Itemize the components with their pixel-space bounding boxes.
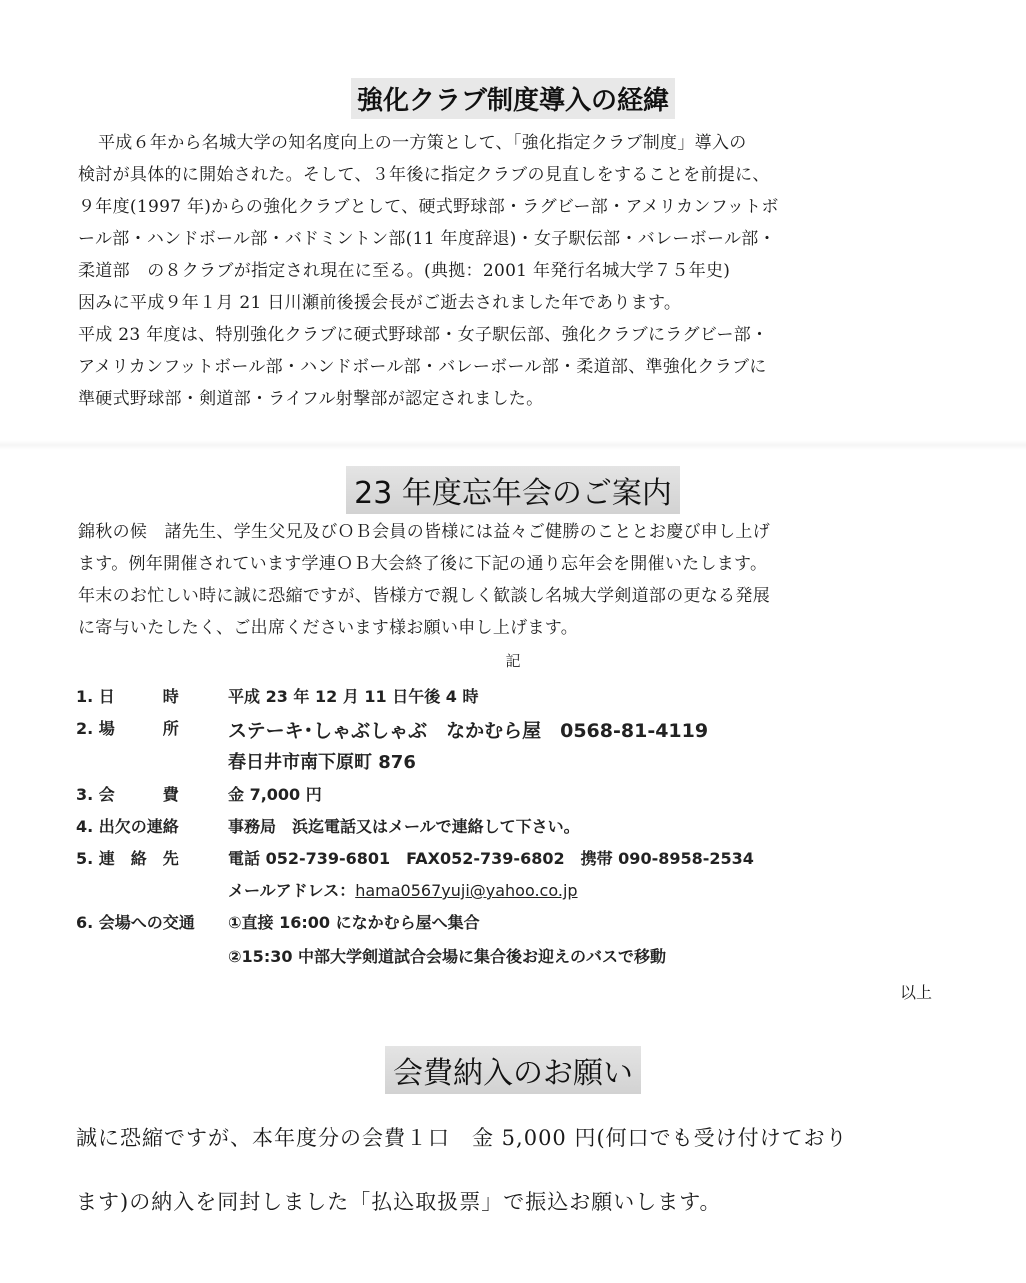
section-divider xyxy=(0,440,1026,450)
section2-body xyxy=(78,516,978,644)
section1-line: 平成６年から名城大学の知名度向上の一方策として、「強化指定クラブ制度」導入の xyxy=(98,133,747,153)
transport-option-2: ②15:30 中部大学剣道試合会場に集合後お迎えのバスで移動 xyxy=(228,947,667,966)
email-link[interactable]: hama0567yuji@yahoo.co.jp xyxy=(355,881,578,900)
place-address: 春日井市南下原町 876 xyxy=(228,752,416,773)
contact-value: 電話 052-739-6801 FAX052-739-6802 携帯 090-8958-2534 xyxy=(228,849,754,868)
date-label: 1. 日 時 xyxy=(76,687,179,706)
section2-line: に寄与いたしたく、ご出席くださいます様お願い申し上げます。 xyxy=(78,618,578,638)
section1-line: 因みに平成９年１月 21 日川瀬前後援会長がご逝去されました年であります。 xyxy=(78,293,682,313)
section2-line: 錦秋の候 諸先生、学生父兄及びＯＢ会員の皆様には益々ご健勝のこととお慶び申し上げ xyxy=(78,522,770,542)
section3-title: 会費納入のお願い xyxy=(0,1046,1026,1094)
section1-line: 準硬式野球部・剣道部・ライフル射撃部が認定されました。 xyxy=(78,389,544,409)
section2-line: 年末のお忙しい時に誠に恐縮ですが、皆様方で親しく歓談し名城大学剣道部の更なる発展 xyxy=(78,586,770,606)
date-value: 平成 23 年 12 月 11 日午後 4 時 xyxy=(228,687,479,706)
section1-line: 平成 23 年度は、特別強化クラブに硬式野球部・女子駅伝部、強化クラブにラグビー部・ xyxy=(78,325,769,345)
contact-label: 5. 連 絡 先 xyxy=(76,849,179,868)
transport-option-1: ①直接 16:00 になかむら屋へ集合 xyxy=(228,913,480,932)
fee-value: 金 7,000 円 xyxy=(228,785,322,804)
ki-marker: 記 xyxy=(505,652,521,670)
fee-label: 3. 会 費 xyxy=(76,785,179,804)
place-label: 2. 場 所 xyxy=(76,719,179,738)
rsvp-value: 事務局 浜迄電話又はメールで連絡して下さい。 xyxy=(228,817,580,836)
section1-line: ール部・ハンドボール部・バドミントン部(11 年度辞退)・女子駅伝部・バレーボール部・ xyxy=(78,229,776,249)
ijo-marker: 以上 xyxy=(900,983,933,1002)
section2-line: ます。例年開催されています学連ＯＢ大会終了後に下記の通り忘年会を開催いたします。 xyxy=(78,554,768,574)
place-value: ステーキ･しゃぶしゃぶ なかむら屋 0568-81-4119 xyxy=(228,720,709,742)
section1-title: 強化クラブ制度導入の経緯 xyxy=(0,78,1026,119)
section1-line: 検討が具体的に開始された。そして、３年後に指定クラブの見直しをすることを前提に、 xyxy=(78,165,770,185)
rsvp-label: 4. 出欠の連絡 xyxy=(76,817,179,836)
section1-line: アメリカンフットボール部・ハンドボール部・バレーボール部・柔道部、準強化クラブに xyxy=(78,357,767,377)
section1-body xyxy=(78,127,978,415)
section3-line: ます)の納入を同封しました「払込取扱票」で振込お願いします。 xyxy=(76,1190,722,1214)
section1-line: ９年度(1997 年)からの強化クラブとして、硬式野球部・ラグビー部・アメリカンフットボ xyxy=(78,197,779,217)
section2-title: 23 年度忘年会のご案内 xyxy=(0,466,1026,514)
transport-label: 6. 会場への交通 xyxy=(76,913,195,932)
section1-line: 柔道部 の８クラブが指定され現在に至る。(典拠：2001 年発行名城大学７５年史) xyxy=(78,261,731,281)
email-prefix: メールアドレス： xyxy=(228,881,356,900)
email-line xyxy=(228,878,578,901)
section3-line: 誠に恐縮ですが、本年度分の会費１口 金 5,000 円(何口でも受け付けており xyxy=(76,1126,848,1150)
